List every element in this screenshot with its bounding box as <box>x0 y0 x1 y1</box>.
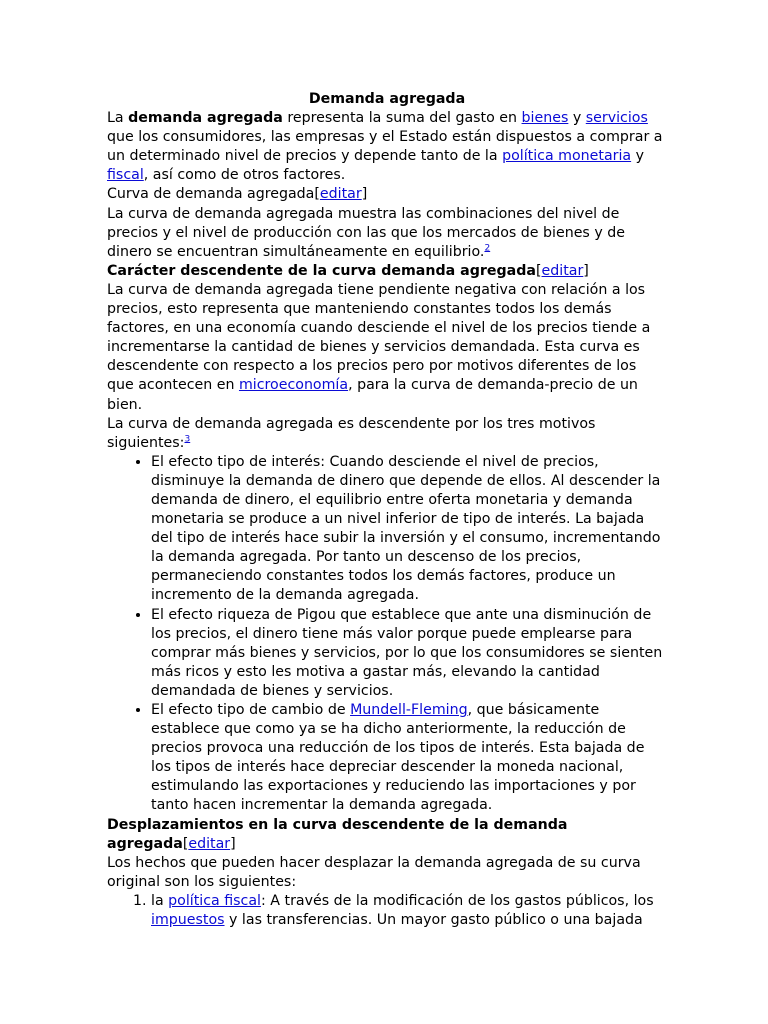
section1-paragraph <box>107 205 667 262</box>
intro-text: La <box>107 110 129 127</box>
document-title: Demanda agregada <box>308 91 466 107</box>
section2-edit-link[interactable]: editar <box>541 262 584 279</box>
list-item <box>151 701 667 816</box>
link-servicios[interactable]: servicios <box>585 110 648 127</box>
list-item: • El efecto tipo de interés: Cuando desciende el nivel de precios, disminuye la demanda de dinero que depende de ellos. Al descender la demanda de dinero, el equilibrio entre oferta monetaria y demanda monetaria se produce a un nivel inferior de tipo de interés. La bajada del tipo de interés hace subir la inversión y el consumo, incrementando la demanda agregada. Por tanto un descenso de los precios, permaneciendo constantes todos los demás factores, produce un incremento de la demanda agregada. <box>151 453 667 606</box>
shift-factors-list <box>107 892 667 930</box>
list-item-text: , que básicamente establece que como ya se ha dicho anteriormente, la reducción de precios provoca una reducción de los tipos de interés. Esta bajada de los tipos de interés hace depreciar descender la moneda nacional, estimulando las exportaciones y reduciendo las importaciones y por tanto hacen incrementar la demanda agregada. <box>151 702 645 814</box>
section1-body-text: La curva de demanda agregada muestra las combinaciones del nivel de precios y el nivel de producción con las que los mercados de bienes y de dinero se encuentran simultáneamente en equilibrio. <box>107 205 625 260</box>
reasons-list <box>107 453 667 816</box>
list-item-text: El efecto tipo de cambio de <box>151 702 351 718</box>
section2-heading: Carácter descendente de la curva demanda agregada[editar] <box>107 262 589 279</box>
link-impuestos[interactable]: impuestos <box>151 912 225 929</box>
section2-paragraph-2 <box>107 415 667 453</box>
intro-text: y <box>568 110 586 127</box>
link-fiscal[interactable]: fiscal <box>107 167 144 184</box>
list-item-text: y las transferencias. Un mayor gasto público o una bajada <box>224 912 643 929</box>
reference-3-link[interactable]: 3 <box>184 433 191 444</box>
list-item: • El efecto riqueza de Pigou que establece que ante una disminución de los precios, el dinero tiene más valor porque puede emplearse para comprar más bienes y servicios, por lo que los consumidores se sienten más ricos y esto les motiva a gastar más, elevando la cantidad demandada de bienes y servicios. <box>151 606 667 701</box>
section1-heading: Curva de demanda agregada[editar] <box>107 186 368 203</box>
reference-2-link[interactable]: 2 <box>484 243 491 254</box>
list-item-text: : A través de la modificación de los gastos públicos, los <box>261 892 654 909</box>
link-bienes[interactable]: bienes <box>521 110 569 127</box>
intro-text: representa la suma del gasto en <box>282 110 522 127</box>
list-item <box>151 892 667 930</box>
section3-heading-text: Desplazamientos en la curva descendente de la demanda agregada <box>107 816 568 852</box>
section3-heading: Desplazamientos en la curva descendente de la demanda agregada[editar] <box>107 816 568 852</box>
section3-edit-link[interactable]: editar <box>188 835 231 852</box>
intro-bold-term: demanda agregada <box>128 110 283 127</box>
section2-paragraph-1 <box>107 281 667 415</box>
intro-text: y <box>631 148 645 165</box>
intro-text: , así como de otros factores. <box>143 167 346 184</box>
document-page <box>107 90 667 930</box>
link-politica-fiscal[interactable]: política fiscal <box>168 892 261 909</box>
list-item-text: la <box>151 892 169 909</box>
section2-text: La curva de demanda agregada tiene pendiente negativa con relación a los precios, esto representa que manteniendo constantes todos los demás factores, en una economía cuando desciende el nivel de los precios tiende a incrementarse la cantidad de bienes y servicios demandada. Esta curva es descendente con respecto a los precios pero por motivos diferentes de los que acontecen en <box>107 281 651 394</box>
section3-paragraph: Los hechos que pueden hacer desplazar la demanda agregada de su curva original son los siguientes: <box>107 854 641 890</box>
section2-text: La curva de demanda agregada es descendente por los tres motivos siguientes: <box>107 415 596 451</box>
section2-heading-text: Carácter descendente de la curva demanda agregada <box>107 262 536 279</box>
link-politica-monetaria[interactable]: política monetaria <box>502 148 632 165</box>
section1-edit-link[interactable]: editar <box>319 186 362 203</box>
link-mundell-fleming[interactable]: Mundell-Fleming <box>350 702 468 718</box>
intro-paragraph <box>107 109 667 185</box>
intro-text: que los consumidores, las empresas y el Estado están dispuestos a comprar a un determinado nivel de precios y depende tanto de la <box>107 129 663 165</box>
section2-text: , para la curva de demanda-precio de un bien. <box>107 377 638 413</box>
link-microeconomia[interactable]: microeconomía <box>238 377 349 394</box>
section1-heading-text: Curva de demanda agregada <box>107 186 315 203</box>
